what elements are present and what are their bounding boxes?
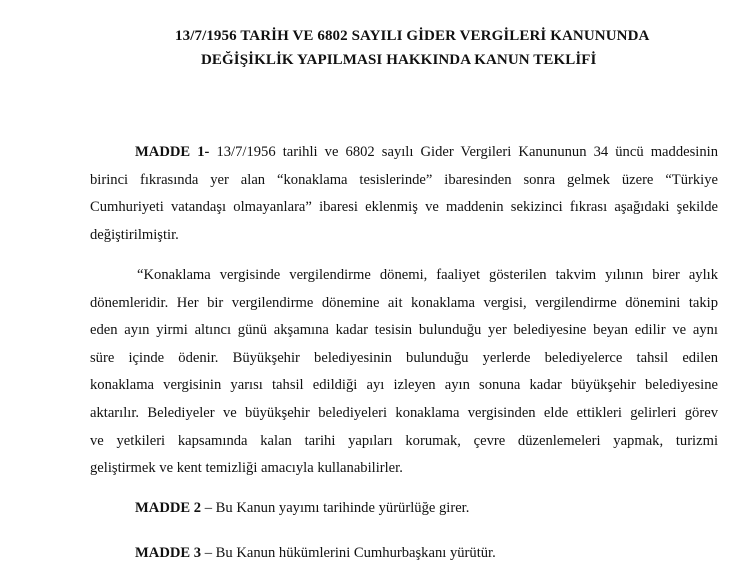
quote-line-4: süre içinde ödenir. Büyükşehir belediyesinin bulunduğu yerlerde belediyelerce tahsil edilen	[90, 349, 718, 366]
quote-line-7: ve yetkileri kapsamında kalan tarihi yapıları korumak, çevre düzenlemeleri yapmak, turizmi	[90, 432, 718, 449]
quote-line-2: dönemleridir. Her bir vergilendirme dönemine ait konaklama vergisi, vergilendirme dönemini takip	[90, 294, 718, 311]
quoted-paragraph	[90, 262, 718, 483]
article-1-line-1-text: 13/7/1956 tarihli ve 6802 sayılı Gider Vergileri Kanununun 34 üncü maddesinin	[209, 144, 718, 160]
article-1-line-1	[90, 139, 718, 167]
article-2-text: – Bu Kanun yayımı tarihinde yürürlüğe girer.	[201, 500, 470, 516]
quote-line-6: aktarılır. Belediyeler ve büyükşehir belediyeleri konaklama vergisinden elde ettikleri gelirleri görev	[90, 404, 718, 421]
document-title-line-2: DEĞİŞİKLİK YAPILMASI HAKKINDA KANUN TEKLİFİ	[201, 52, 597, 68]
article-2-heading: MADDE 2	[135, 500, 202, 516]
document-title-line-1: 13/7/1956 TARİH VE 6802 SAYILI GİDER VERGİLERİ KANUNUNDA	[175, 28, 650, 44]
quote-line-3: eden ayın yirmi altıncı günü akşamına kadar tesisin bulunduğu yer belediyesine beyan edilir ve aynı	[90, 322, 718, 339]
quote-line-5: konaklama vergisinin yarısı tahsil edildiği ayı izleyen ayın sonuna kadar büyükşehir belediyesine	[90, 377, 718, 394]
article-1-line-3: Cumhuriyeti vatandaşı olmayanlara” ibaresi eklenmiş ve maddenin sekizinci fıkrası aşağıdaki şekilde	[90, 199, 718, 216]
article-1-line-2: birinci fıkrasında yer alan “konaklama tesislerinde” ibaresinden sonra gelmek üzere “Türkiye	[90, 171, 718, 188]
article-1-line-4: değiştirilmiştir.	[90, 226, 179, 243]
article-3-paragraph	[135, 544, 496, 562]
article-1-heading: MADDE 1-	[135, 144, 210, 160]
quote-line-1: “Konaklama vergisinde vergilendirme dönemi, faaliyet gösterilen takvim yılının birer aylık	[137, 267, 718, 283]
article-1-paragraph	[90, 139, 718, 249]
article-3-heading: MADDE 3	[135, 545, 202, 561]
quote-line-8: geliştirmek ve kent temizliği amacıyla kullanabilirler.	[90, 460, 403, 477]
article-3-text: – Bu Kanun hükümlerini Cumhurbaşkanı yürütür.	[201, 545, 496, 561]
article-2-paragraph	[135, 499, 469, 517]
